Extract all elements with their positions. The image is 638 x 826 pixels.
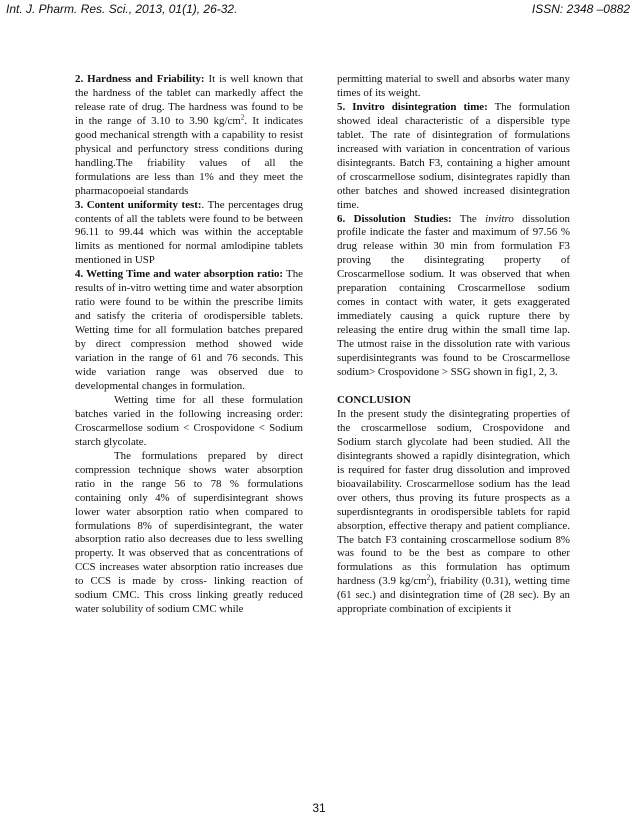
wetting-paragraph-2: Wetting time for all these formulation batches varied in the following increasing order: Croscarmellose sodium < Crospovidone < Sodium starch glycolate. [75, 393, 303, 448]
left-column [75, 73, 303, 617]
section-gap [337, 380, 570, 394]
hardness-superscript: 2 [240, 113, 245, 122]
wetting-paragraph [75, 268, 303, 394]
disintegration-paragraph [337, 101, 570, 213]
hardness-heading: 2. Hardness and Friability: [75, 73, 205, 85]
wetting-paragraph-3: The formulations prepared by direct compression technique shows water absorption ratio in the range 56 to 78 % formulations containing only 4% of superdisintegrant shows lower water absorption ratio when compared to formulations 8% of superdisintegrant, the water absorption ratio also decreases due to less swelling property. It was observed that as concentrations of CCS increases water absorption ratio increases due to CCS is made by cross- linking reaction of sodium CMC. This cross linking greatly reduced water solubility of sodium CMC while [75, 449, 303, 616]
content-uniformity-heading: 3. Content uniformity test: [75, 198, 202, 211]
disintegration-heading: 5. Invitro disintegration time: [337, 100, 488, 113]
dissolution-italic: invitro [485, 212, 514, 225]
hardness-paragraph [75, 73, 303, 199]
disintegration-text: The formulation showed ideal characteristic of a dispersible type tablet. The rate of disintegration of formulations increased with variation in concentration of various disintegrants. Batch F3, containing a higher amount of croscarmellose sodium, disintegrates rapidly than other batches and showed increased disintegration time. [337, 100, 570, 211]
dissolution-text-b: dissolution profile indicate the faster and maximum of 97.56 % drug release within 30 min from formulation F3 proving the disintegrating property of Croscarmellose sodium. It was observed that when preparation containing Croscarmellose sodium comes in contact with water, it gets exaggerated immediately causing a quick rupture there by releasing the entire drug within the small time lap. The utmost raise in the dissolution rate with various superdisintegrants was found to be Croscarmellose sodium> Crospovidone > SSG shown in fig1, 2, 3. [337, 212, 571, 379]
issn: ISSN: 2348 –0882 [531, 2, 630, 16]
conclusion-text-b: ), friability (0.31), wetting time (61 sec.) and disintegration time of (28 sec). By an appropriate combination of excipients it [337, 575, 571, 616]
dissolution-heading: 6. Dissolution Studies: [337, 212, 452, 225]
wetting-text: The results of in-vitro wetting time and water absorption ratio were found to be within the prescribe limits and satisfy the criteria of orodispersible tablets. Wetting time for all formulation batches prepared by direct compression method showed wide variation in the range of 61 and 76 seconds. This wide variation range was observed due to developmental changes in formulation. [75, 268, 303, 392]
page-number: 31 [312, 801, 326, 815]
right-column [337, 73, 570, 617]
hardness-text-b: . It indicates good mechanical strength with a capability to resist physical and perfunctory stress conditions during handling.The friability values of all the formulations are less than 1% and they meet the pharmacopoeial standards [75, 114, 303, 197]
conclusion-superscript: 2 [426, 573, 431, 582]
content-uniformity-paragraph [75, 199, 303, 269]
conclusion-text-a: In the present study the disintegrating properties of the croscarmellose sodium, Crospovidone and Sodium starch glycolate had been studied. All the disintegrants showed a rapidly disintegration, which is required for faster drug dissolution and improved bioavailability. Croscarmellose sodium has the lead over others, thus proving its future prospects as a superdisntegrants in orodispersible tablets for rapid absorption, effective therapy and patient compliance. The batch F3 containing croscarmellose sodium 8% was found to be the best as compare to other formulations as this formulation has optimum hardness (3.9 kg/cm [337, 407, 570, 588]
hardness-text-a: It is well known that the hardness of the tablet can markedly affect the release rate of drug. The hardness was found to be in the range of 3.10 to 3.90 kg/cm [75, 73, 303, 127]
conclusion-paragraph [337, 408, 570, 617]
journal-citation: Int. J. Pharm. Res. Sci., 2013, 01(1), 26-32. [6, 2, 238, 16]
dissolution-text-a: The [451, 212, 486, 225]
conclusion-heading: CONCLUSION [337, 393, 411, 406]
content-uniformity-text: . The percentages drug contents of all the tablets were found to be between 96.11 to 99.44 which was within the acceptable limits as mentioned for normal amlodipine tablets mentioned in USP [75, 198, 303, 267]
wetting-heading: 4. Wetting Time and water absorption ratio: [75, 268, 284, 281]
dissolution-paragraph [337, 213, 570, 380]
continuation-paragraph: permitting material to swell and absorbs water many times of its weight. [337, 73, 570, 99]
